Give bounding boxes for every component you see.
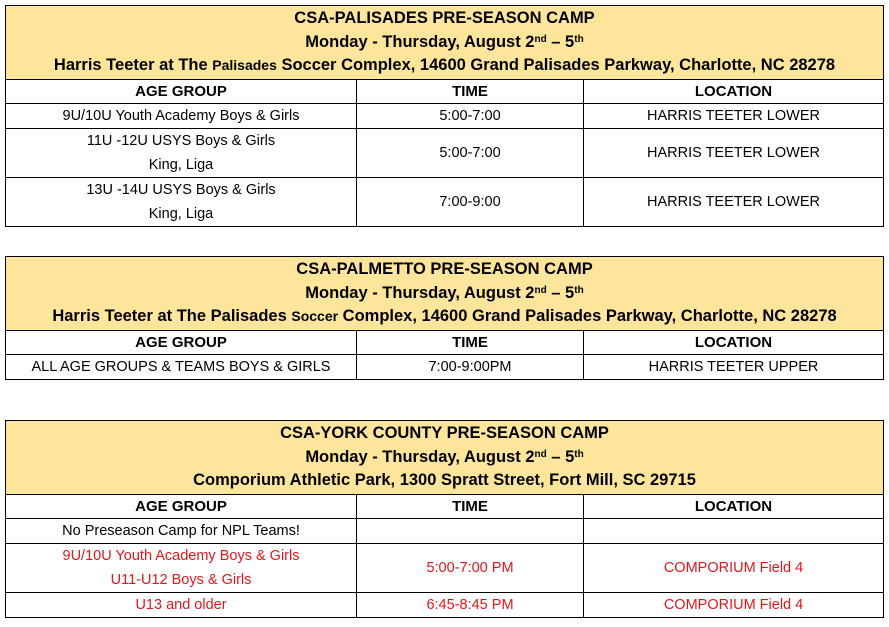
column-header-age-group: AGE GROUP	[6, 494, 357, 518]
location-cell: HARRIS TEETER UPPER	[584, 354, 884, 379]
time-cell: 7:00-9:00	[357, 177, 584, 226]
age-group-cell: 9U/10U Youth Academy Boys & Girls	[6, 103, 357, 128]
table-row	[6, 354, 884, 379]
palmetto-venue: Harris Teeter at The Palisades Soccer Complex, 14600 Grand Palisades Parkway, Charlotte, NC 28278	[52, 307, 837, 325]
palmetto-dates: Monday - Thursday, August 2nd – 5th	[305, 283, 584, 302]
location-cell: HARRIS TEETER LOWER	[584, 103, 884, 128]
palisades-header	[6, 6, 884, 80]
palisades-venue: Harris Teeter at The Palisades Soccer Complex, 14600 Grand Palisades Parkway, Charlotte, NC 28278	[53, 56, 836, 74]
age-group-cell: No Preseason Camp for NPL Teams!	[6, 518, 357, 543]
york-venue: Comporium Athletic Park, 1300 Spratt Street, Fort Mill, SC 29715	[193, 471, 696, 489]
column-header-time: TIME	[357, 79, 584, 103]
palmetto-column-headers	[6, 330, 884, 354]
location-cell	[584, 518, 884, 543]
column-header-location: LOCATION	[584, 79, 884, 103]
york-title: CSA-YORK COUNTY PRE-SEASON CAMP	[280, 424, 609, 442]
time-cell: 5:00-7:00	[357, 128, 584, 177]
column-header-time: TIME	[357, 330, 584, 354]
column-header-location: LOCATION	[584, 494, 884, 518]
time-cell	[357, 518, 584, 543]
time-cell: 6:45-8:45 PM	[357, 592, 584, 617]
palmetto-title: CSA-PALMETTO PRE-SEASON CAMP	[296, 260, 593, 278]
table-row	[6, 518, 884, 543]
column-header-age-group: AGE GROUP	[6, 330, 357, 354]
column-header-location: LOCATION	[584, 330, 884, 354]
table-row	[6, 103, 884, 128]
location-cell: COMPORIUM Field 4	[584, 543, 884, 592]
york-header-row	[6, 421, 884, 495]
column-header-time: TIME	[357, 494, 584, 518]
table-row	[6, 543, 884, 592]
time-cell: 5:00-7:00 PM	[357, 543, 584, 592]
palisades-camp-table	[5, 5, 884, 227]
york-header	[6, 421, 884, 495]
palmetto-header	[6, 257, 884, 331]
table-row	[6, 592, 884, 617]
palisades-dates: Monday - Thursday, August 2nd – 5th	[305, 32, 584, 51]
age-group-cell: 9U/10U Youth Academy Boys & Girls U11-U12 Boys & Girls	[6, 543, 357, 592]
location-cell: COMPORIUM Field 4	[584, 592, 884, 617]
age-group-cell: 11U -12U USYS Boys & Girls King, Liga	[6, 128, 357, 177]
york-county-camp-table	[5, 420, 884, 618]
york-dates: Monday - Thursday, August 2nd – 5th	[305, 447, 584, 466]
palisades-header-row	[6, 6, 884, 80]
palisades-title: CSA-PALISADES PRE-SEASON CAMP	[294, 9, 595, 27]
age-group-cell: 13U -14U USYS Boys & Girls King, Liga	[6, 177, 357, 226]
table-row	[6, 128, 884, 177]
palisades-column-headers	[6, 79, 884, 103]
time-cell: 7:00-9:00PM	[357, 354, 584, 379]
location-cell: HARRIS TEETER LOWER	[584, 177, 884, 226]
table-row	[6, 177, 884, 226]
location-cell: HARRIS TEETER LOWER	[584, 128, 884, 177]
time-cell: 5:00-7:00	[357, 103, 584, 128]
age-group-cell: U13 and older	[6, 592, 357, 617]
york-column-headers	[6, 494, 884, 518]
palmetto-camp-table	[5, 256, 884, 380]
column-header-age-group: AGE GROUP	[6, 79, 357, 103]
palmetto-header-row	[6, 257, 884, 331]
age-group-cell: ALL AGE GROUPS & TEAMS BOYS & GIRLS	[6, 354, 357, 379]
